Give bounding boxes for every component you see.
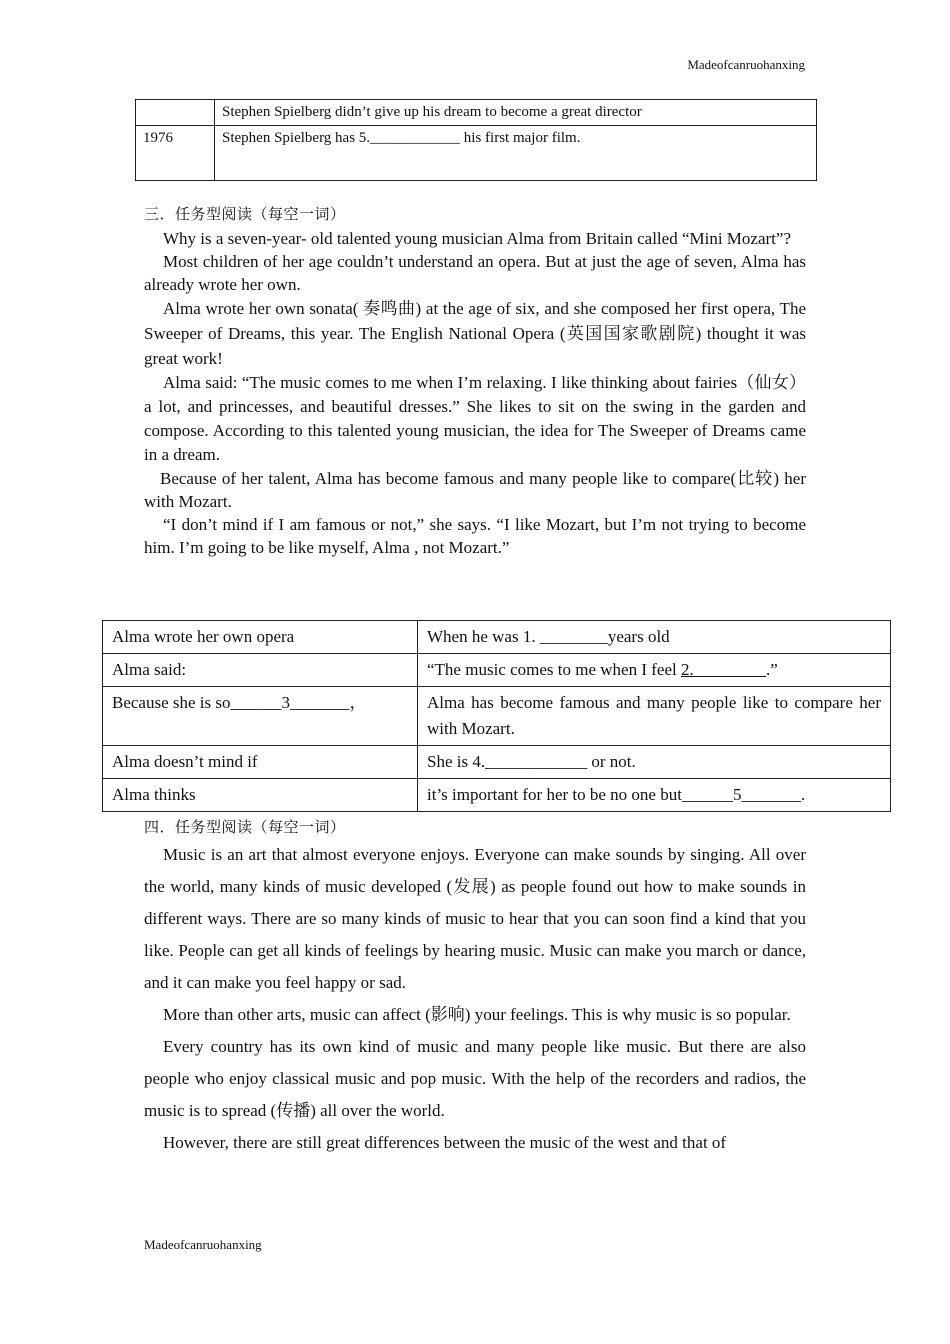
right-cell: it’s important for her to be no one but______5_______. bbox=[418, 779, 891, 812]
paragraph: Every country has its own kind of music and many people like music. But there are also people who enjoy classical music and pop music. With the help of the recorders and radios, the music is to spread (传播) all over the world. bbox=[144, 1037, 806, 1120]
table-row bbox=[136, 100, 817, 126]
section-title: 三．任务型阅读（每空一词） bbox=[144, 207, 346, 223]
event-cell: Stephen Spielberg has 5.____________ his first major film. bbox=[215, 126, 817, 181]
paragraph: More than other arts, music can affect (影响) your feelings. This is why music is so popular. bbox=[163, 1005, 791, 1024]
page-footer: Madeofcanruohanxing bbox=[144, 1237, 262, 1252]
left-cell: Alma thinks bbox=[103, 779, 418, 812]
left-cell: Alma doesn’t mind if bbox=[103, 746, 418, 779]
left-cell bbox=[103, 687, 418, 746]
task-table bbox=[102, 620, 891, 812]
right-cell: She is 4.____________ or not. bbox=[418, 746, 891, 779]
paragraph: Because of her talent, Alma has become famous and many people like to compare(比较) her with Mozart. bbox=[144, 469, 806, 511]
table-row bbox=[103, 779, 891, 812]
right-cell: When he was 1. ________years old bbox=[418, 621, 891, 654]
event-cell: Stephen Spielberg didn’t give up his dream to become a great director bbox=[215, 100, 817, 126]
year-cell: 1976 bbox=[136, 126, 215, 181]
reading-passage bbox=[144, 839, 806, 1159]
cell-text: Because she is so bbox=[112, 693, 231, 712]
right-cell: Alma has become famous and many people like to compare her with Mozart. bbox=[418, 687, 891, 746]
paragraph: “I don’t mind if I am famous or not,” she says. “I like Mozart, but I’m not trying to become him. I’m going to be like myself, Alma , not Mozart.” bbox=[144, 515, 806, 557]
cell-text: .” bbox=[765, 660, 778, 679]
answer-blank-2: 2.________ bbox=[680, 660, 766, 679]
left-cell: Alma wrote her own opera bbox=[103, 621, 418, 654]
timeline-table bbox=[135, 99, 817, 181]
table-row bbox=[103, 687, 891, 746]
cell-text: “The music comes to me when I feel bbox=[427, 660, 681, 679]
table-row bbox=[103, 746, 891, 779]
section-title: 四．任务型阅读（每空一词） bbox=[144, 820, 346, 836]
paragraph: Music is an art that almost everyone enjoys. Everyone can make sounds by singing. All over the world, many kinds of music developed (发展) as people found out how to make sounds in different ways. There are so many kinds of music to hear that you can soon find a kind that you like. People can get all kinds of feelings by hearing music. Music can make you march or dance, and it can make you feel happy or sad. bbox=[144, 845, 806, 992]
year-cell bbox=[136, 100, 215, 126]
paragraph: However, there are still great differences between the music of the west and that of bbox=[163, 1133, 727, 1152]
paragraph: Alma said: “The music comes to me when I’m relaxing. I like thinking about fairies（仙女） a lot, and princesses, and beautiful dresses.” She likes to sit on the swing in the garden and compose. According to this talented young musician, the idea for The Sweeper of Dreams came in a dream. bbox=[144, 373, 806, 464]
page-header: Madeofcanruohanxing bbox=[687, 57, 805, 72]
table-row bbox=[103, 621, 891, 654]
table-row bbox=[136, 126, 817, 181]
right-cell bbox=[418, 654, 891, 687]
paragraph: Alma wrote her own sonata( 奏鸣曲) at the age of six, and she composed her first opera, The Sweeper of Dreams, this year. The English National Opera (英国国家歌剧院) thought it was great work! bbox=[144, 299, 806, 368]
reading-passage bbox=[144, 227, 806, 559]
table-row bbox=[103, 654, 891, 687]
answer-blank-3: ______3_______ bbox=[230, 693, 350, 712]
paragraph: Why is a seven-year- old talented young musician Alma from Britain called “Mini Mozart”? bbox=[163, 229, 791, 248]
cell-text: ， bbox=[349, 693, 367, 712]
paragraph: Most children of her age couldn’t understand an opera. But at just the age of seven, Alma has already wrote her own. bbox=[144, 252, 806, 294]
left-cell: Alma said: bbox=[103, 654, 418, 687]
